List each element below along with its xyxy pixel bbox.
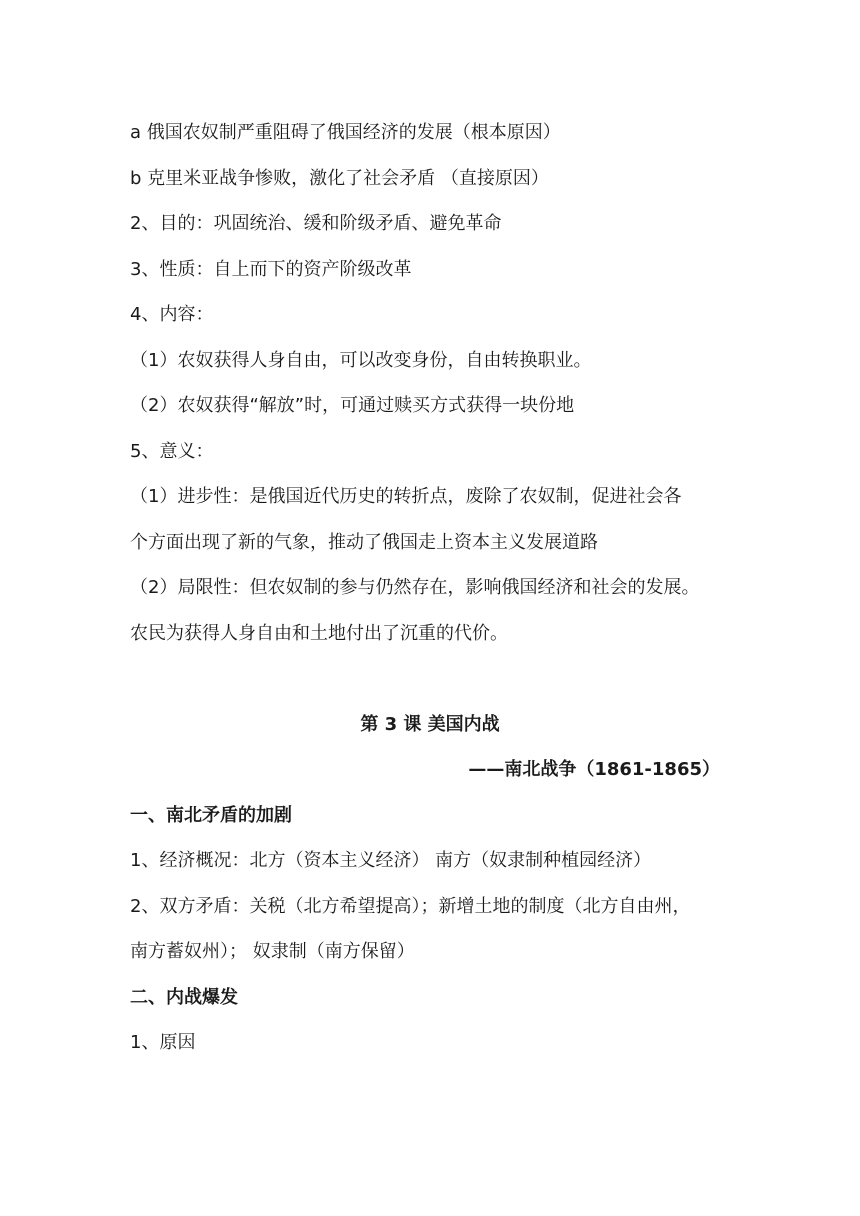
reform-nature: 3、性质：自上而下的资产阶级改革 (130, 258, 412, 280)
lesson-title: 第 3 课 美国内战 (360, 713, 500, 735)
spacer (130, 656, 730, 702)
section-1-heading: 一、南北矛盾的加剧 (130, 804, 292, 826)
reform-content-heading: 4、内容： (130, 304, 214, 325)
document-page (130, 110, 730, 1066)
section-2-item-1: 1、原因 (130, 1032, 196, 1053)
section-1-item-2-line-2: 南方蓄奴州）； 奴隶制（南方保留） (130, 941, 415, 962)
reform-significance-1-line-1: （1）进步性：是俄国近代历史的转折点，废除了农奴制，促进社会各 (130, 486, 682, 507)
reform-significance-1-line-2: 个方面出现了新的气象，推动了俄国走上资本主义发展道路 (130, 531, 598, 553)
reform-content-item-2: （2）农奴获得“解放”时，可通过赎买方式获得一块份地 (130, 395, 575, 416)
lesson-subtitle: ——南北战争（1861-1865） (468, 759, 720, 780)
section-1-item-2-line-1: 2、双方矛盾：关税（北方希望提高）；新增土地的制度（北方自由州， (130, 895, 691, 917)
reform-purpose: 2、目的：巩固统治、缓和阶级矛盾、避免革命 (130, 213, 502, 234)
reform-significance-2-line-2: 农民为获得人身自由和土地付出了沉重的代价。 (130, 622, 508, 644)
reform-cause-b: b 克里米亚战争惨败，激化了社会矛盾 （直接原因） (130, 167, 549, 189)
reform-significance-2-line-1: （2）局限性：但农奴制的参与仍然存在，影响俄国经济和社会的发展。 (130, 577, 700, 598)
reform-cause-a: a 俄国农奴制严重阻碍了俄国经济的发展（根本原因） (130, 122, 561, 143)
reform-significance-heading: 5、意义： (130, 440, 214, 462)
section-2-heading: 二、内战爆发 (130, 986, 238, 1008)
section-1-item-1: 1、经济概况：北方（资本主义经济） 南方（奴隶制种植园经济） (130, 850, 652, 871)
reform-content-item-1: （1）农奴获得人身自由，可以改变身份，自由转换职业。 (130, 349, 592, 371)
